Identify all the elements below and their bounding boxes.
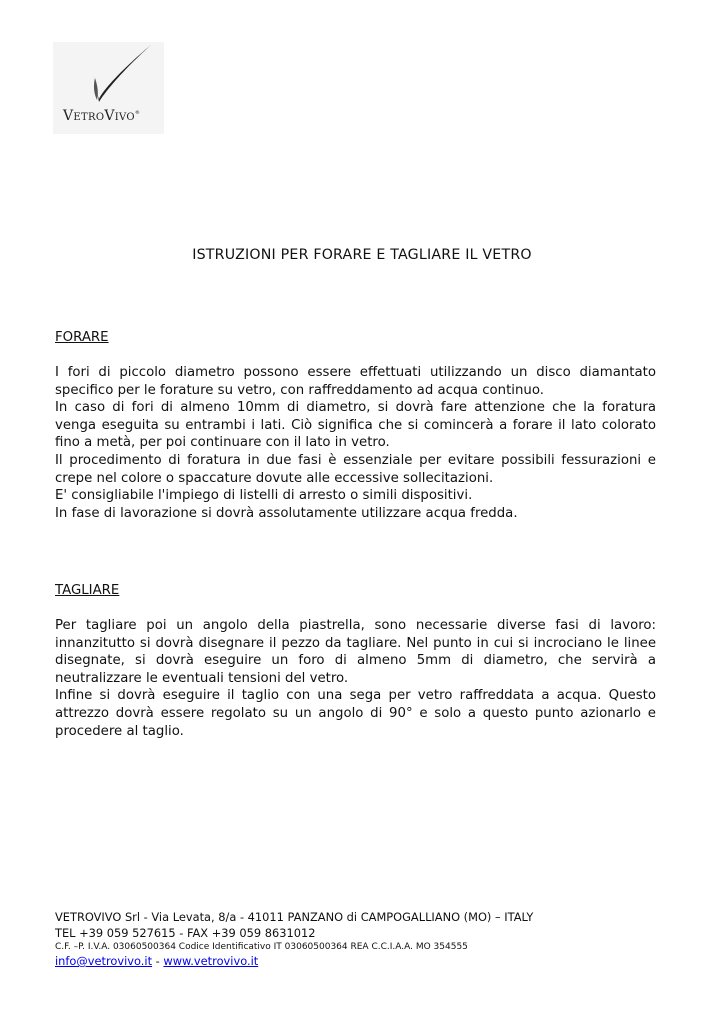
registered-mark: ® <box>134 110 141 116</box>
logo-letters: ETRO <box>73 112 105 123</box>
section-body-tagliare <box>55 617 656 740</box>
logo-letter: V <box>104 108 115 124</box>
paragraph: Infine si dovrà eseguire il taglio con una sega per vetro raffreddata a acqua. Questo attrezzo dovrà essere regolato su un angolo di 90° e solo a questo punto azionarlo e procedere al taglio. <box>55 688 656 739</box>
document-title: ISTRUZIONI PER FORARE E TAGLIARE IL VETRO <box>192 247 532 263</box>
paragraph: Per tagliare poi un angolo della piastrella, sono necessarie diverse fasi di lavoro: innanzitutto si dovrà disegnare il pezzo da tagliare. Nel punto in cui si incrociano le linee disegnate, si dovrà eseguire un foro di almeno 5mm di diametro, che servirà a neutralizzare le eventuali tensioni del vetro. <box>55 618 656 686</box>
section-heading-forare: FORARE <box>55 330 109 345</box>
logo-letters: IVO <box>114 112 135 123</box>
paragraph: E' consigliabile l'impiego di listelli di arresto o simili dispositivi. <box>55 488 473 504</box>
link-separator: - <box>152 954 164 968</box>
email-link[interactable]: info@vetrovivo.it <box>55 954 153 968</box>
website-link[interactable]: www.vetrovivo.it <box>163 954 259 968</box>
paragraph: I fori di piccolo diametro possono essere effettuati utilizzando un disco diamantato specifico per le forature su vetro, con raffreddamento ad acqua continuo. <box>55 365 656 398</box>
footer-phone-fax: TEL +39 059 527615 - FAX +39 059 8631012 <box>55 925 316 940</box>
footer-address: VETROVIVO Srl - Via Levata, 8/a - 41011 PANZANO di CAMPOGALLIANO (MO) – ITALY <box>55 910 534 924</box>
company-logo <box>53 42 164 134</box>
footer-registration: C.F. –P. I.V.A. 03060500364 Codice Identificativo IT 03060500364 REA C.C.I.A.A. MO 354555 <box>55 942 468 952</box>
section-heading-tagliare: TAGLIARE <box>55 583 120 598</box>
paragraph: In fase di lavorazione si dovrà assolutamente utilizzare acqua fredda. <box>55 505 518 521</box>
logo-letter: V <box>63 108 74 124</box>
footer-links <box>55 954 675 970</box>
paragraph: Il procedimento di foratura in due fasi è essenziale per evitare possibili fessurazioni e crepe nel colore o spaccature dovute alle eccessive sollecitazioni. <box>55 452 656 486</box>
logo-wordmark <box>63 108 140 124</box>
paragraph: In caso di fori di almeno 10mm di diametro, si dovrà fare attenzione che la foratura venga eseguita su entrambi i lati. Ciò significa che si comincerà a forare il lato colorato fino a metà, per poi continuare con il lato in vetro. <box>55 400 656 451</box>
section-body-forare <box>55 364 656 522</box>
page-footer <box>55 910 675 970</box>
